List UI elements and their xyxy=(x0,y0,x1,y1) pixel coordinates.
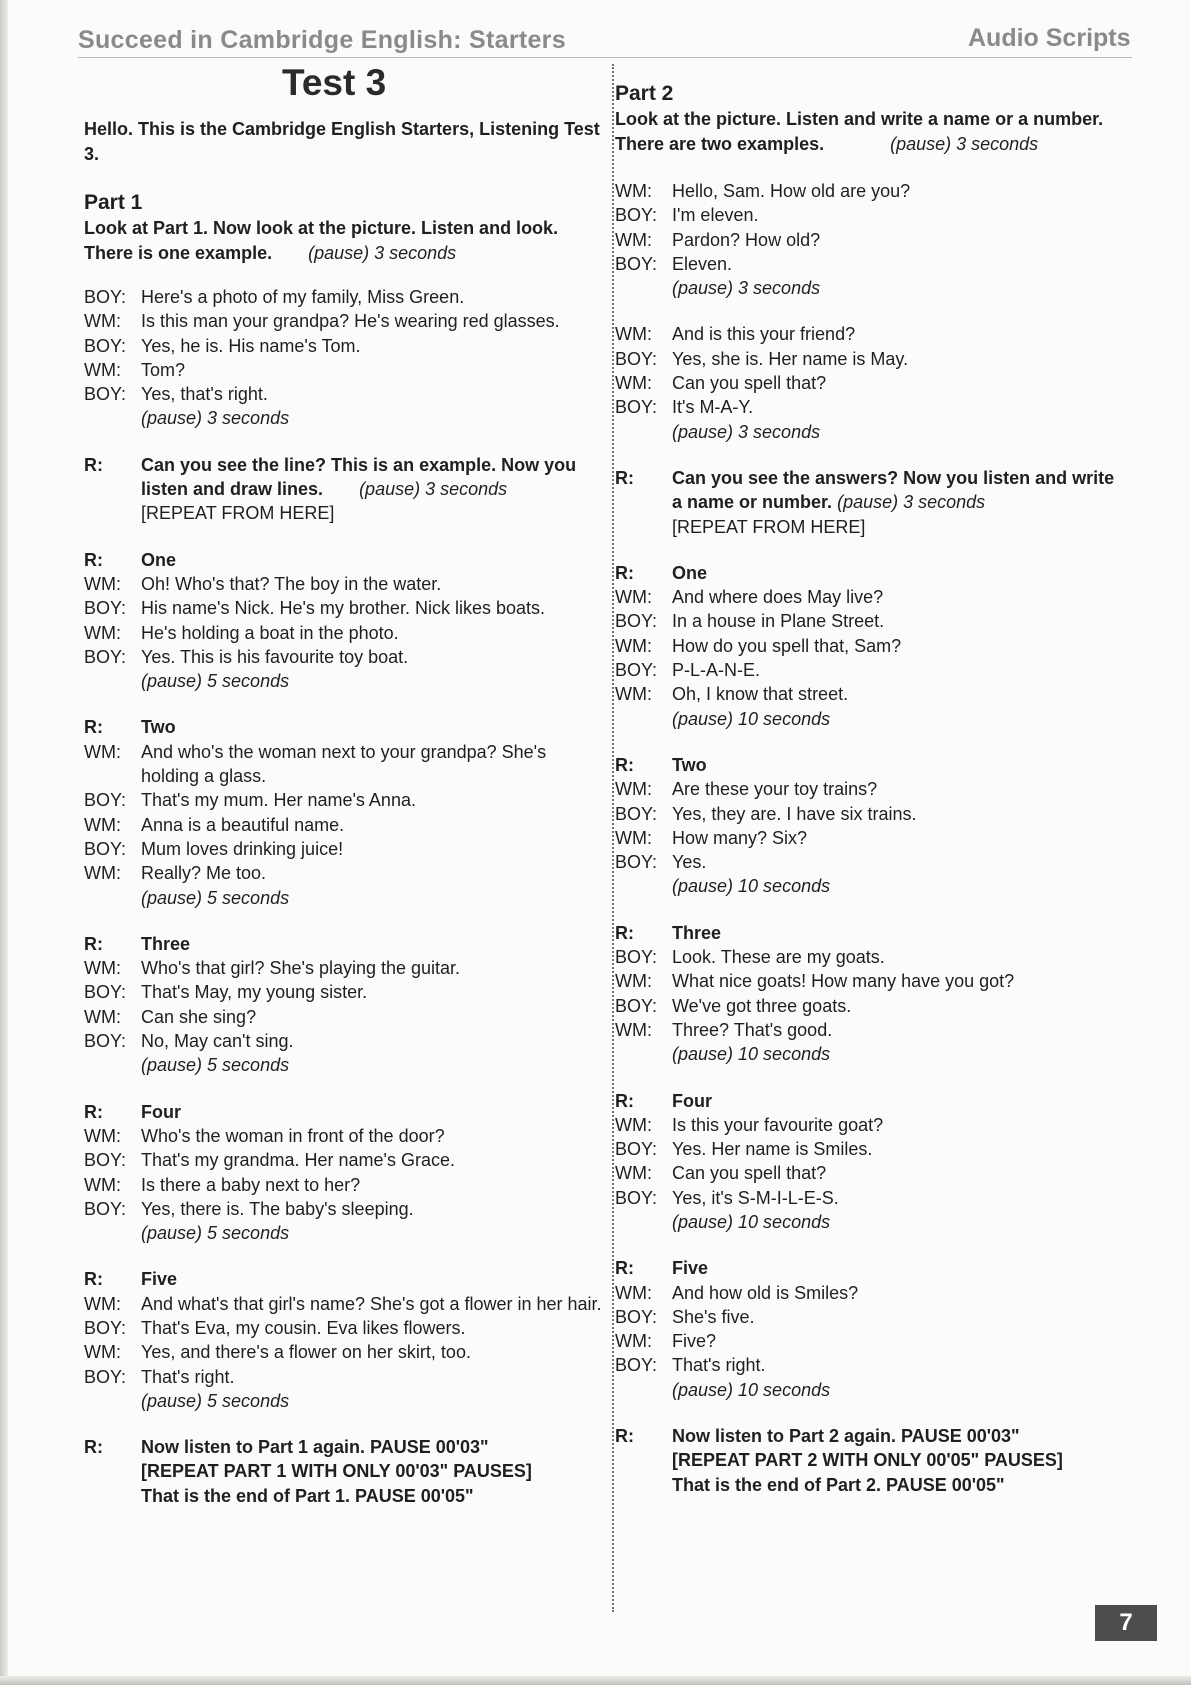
speaker: BOY: xyxy=(84,1198,127,1219)
pause-text: (pause) 10 seconds xyxy=(672,876,831,897)
speaker: R: xyxy=(84,1269,103,1290)
dialogue-line xyxy=(615,1018,1125,1042)
speaker: BOY: xyxy=(615,1139,658,1160)
pause-line xyxy=(84,669,604,693)
end-line: Now listen to Part 2 again. PAUSE 00'03" xyxy=(672,1426,1020,1447)
pause-line xyxy=(615,1042,1125,1066)
line-text: Anna is a beautiful name. xyxy=(141,814,345,835)
speaker: BOY: xyxy=(615,1306,658,1327)
line-text: And who's the woman next to your grandpa? She's holding a glass. xyxy=(141,741,547,787)
line-text: Yes, she is. Her name is May. xyxy=(672,348,909,369)
line-text: How many? Six? xyxy=(672,827,808,848)
part2-item-four xyxy=(615,1089,1125,1235)
pause-text: (pause) 3 seconds xyxy=(837,492,986,513)
speaker: R: xyxy=(615,467,634,488)
part2-item-five xyxy=(615,1256,1125,1402)
dialogue-line xyxy=(615,969,1125,993)
line-text: Is this your favourite goat? xyxy=(672,1114,884,1135)
speaker: R: xyxy=(84,454,103,475)
speaker: WM: xyxy=(615,1019,652,1040)
line-text: In a house in Plane Street. xyxy=(672,611,885,632)
part2-end-instructions xyxy=(615,1424,1125,1497)
line-text: P-L-A-N-E. xyxy=(672,660,761,681)
line-text: That's my grandma. Her name's Grace. xyxy=(141,1150,455,1171)
speaker: BOY: xyxy=(615,348,658,369)
page-edge-shadow xyxy=(0,0,8,1685)
dialogue-line xyxy=(84,861,604,885)
speaker: R: xyxy=(84,1101,103,1122)
item-heading xyxy=(615,921,1125,945)
item-label: Four xyxy=(141,1101,181,1122)
header-rule xyxy=(78,57,1132,58)
part1-column xyxy=(84,117,604,1508)
dialogue-line xyxy=(84,1173,604,1197)
dialogue-line xyxy=(615,826,1125,850)
dialogue-line xyxy=(615,395,1125,419)
line-text: And how old is Smiles? xyxy=(672,1282,859,1303)
speaker: BOY: xyxy=(84,790,127,811)
dialogue-line xyxy=(615,1113,1125,1137)
line-text: His name's Nick. He's my brother. Nick likes boats. xyxy=(141,598,545,619)
speaker: R: xyxy=(615,1090,634,1111)
speaker: BOY: xyxy=(615,397,658,418)
part2-item-three xyxy=(615,921,1125,1067)
part2-column xyxy=(615,81,1125,1497)
dialogue-line xyxy=(84,956,604,980)
line-text: Here's a photo of my family, Miss Green. xyxy=(141,287,465,307)
line-text: Pardon? How old? xyxy=(672,229,821,250)
speaker: R: xyxy=(615,754,634,775)
pause-line xyxy=(84,1389,604,1413)
dialogue-line xyxy=(615,1305,1125,1329)
column-divider xyxy=(612,64,614,1612)
part2-r-instruction xyxy=(615,466,1125,539)
line-text: Can you spell that? xyxy=(672,373,827,394)
line-text: We've got three goats. xyxy=(672,995,852,1016)
part2-example-one xyxy=(615,179,1125,300)
line-text: Look. These are my goats. xyxy=(672,947,885,968)
speaker: WM: xyxy=(84,958,121,979)
item-heading xyxy=(84,1100,604,1124)
pause-line xyxy=(84,406,604,430)
speaker: BOY: xyxy=(84,384,127,405)
part2-instruction-line1: Look at the picture. Listen and write a name or a number. xyxy=(615,109,1104,129)
line-text: Who's the woman in front of the door? xyxy=(141,1125,445,1146)
line-text: Yes, they are. I have six trains. xyxy=(672,803,917,824)
speaker: BOY: xyxy=(615,205,658,226)
dialogue-line xyxy=(615,777,1125,801)
line-text: Can you spell that? xyxy=(672,1163,827,1184)
speaker: BOY: xyxy=(615,1355,658,1376)
pause-line xyxy=(84,1053,604,1077)
dialogue-line xyxy=(615,1329,1125,1353)
dialogue-line xyxy=(84,837,604,861)
pause-text: (pause) 3 seconds xyxy=(672,278,821,299)
line-text: Yes, and there's a flower on her skirt, too. xyxy=(141,1342,471,1363)
speaker: WM: xyxy=(84,359,121,380)
speaker: R: xyxy=(84,933,103,954)
book-title: Succeed in Cambridge English: Starters xyxy=(78,26,566,54)
speaker: BOY: xyxy=(84,646,127,667)
line-text: Can she sing? xyxy=(141,1006,257,1027)
part1-item-three xyxy=(84,932,604,1078)
dialogue-line xyxy=(84,285,604,309)
dialogue-line xyxy=(84,1124,604,1148)
speaker: BOY: xyxy=(84,1366,127,1387)
dialogue-line xyxy=(84,1148,604,1172)
line-text: Hello, Sam. How old are you? xyxy=(672,181,911,201)
pause-text: (pause) 5 seconds xyxy=(141,671,290,692)
dialogue-line xyxy=(615,682,1125,706)
line-text: What nice goats! How many have you got? xyxy=(672,971,1015,992)
line-text: Is there a baby next to her? xyxy=(141,1174,361,1195)
item-heading xyxy=(84,715,604,739)
dialogue-line xyxy=(615,179,1125,203)
speaker: BOY: xyxy=(615,253,658,274)
speaker: WM: xyxy=(615,971,652,992)
repeat-text: [REPEAT FROM HERE] xyxy=(141,503,335,524)
speaker: BOY: xyxy=(615,660,658,681)
item-heading xyxy=(615,1256,1125,1280)
speaker: WM: xyxy=(84,1125,121,1146)
line-text: Tom? xyxy=(141,359,186,380)
dialogue-line xyxy=(84,1292,604,1316)
item-heading xyxy=(615,1089,1125,1113)
speaker: WM: xyxy=(84,863,121,884)
speaker: R: xyxy=(615,1426,634,1447)
dialogue-line xyxy=(615,850,1125,874)
item-heading xyxy=(84,1267,604,1291)
r-text: Can you see the line? This is an example. Now you listen and draw lines. xyxy=(141,454,577,500)
line-text: Really? Me too. xyxy=(141,863,267,884)
pause-text: (pause) 3 seconds xyxy=(141,408,290,429)
speaker: BOY: xyxy=(84,598,127,619)
item-label: One xyxy=(141,549,177,570)
end-line: That is the end of Part 2. PAUSE 00'05" xyxy=(672,1474,1005,1495)
speaker: R: xyxy=(615,562,634,583)
speaker: BOY: xyxy=(84,838,127,859)
speaker: BOY: xyxy=(84,1150,127,1171)
line-text: How do you spell that, Sam? xyxy=(672,635,902,656)
dialogue-line xyxy=(615,1186,1125,1210)
part2-instruction-text: There are two examples. xyxy=(615,134,825,154)
line-text: He's holding a boat in the photo. xyxy=(141,622,399,643)
part2-item-one xyxy=(615,561,1125,731)
line-text: And is this your friend? xyxy=(672,324,856,345)
line-text: Yes, there is. The baby's sleeping. xyxy=(141,1198,414,1219)
dialogue-line xyxy=(615,1353,1125,1377)
pause-text: (pause) 5 seconds xyxy=(141,1223,290,1244)
dialogue-line xyxy=(84,358,604,382)
line-text: It's M-A-Y. xyxy=(672,397,754,418)
pause-line xyxy=(615,420,1125,444)
dialogue-line xyxy=(615,228,1125,252)
pause-text: (pause) 5 seconds xyxy=(141,1390,290,1411)
speaker: WM: xyxy=(615,181,652,201)
line-text: Are these your toy trains? xyxy=(672,779,878,800)
part2-title: Part 2 xyxy=(615,82,674,105)
line-text: That's May, my young sister. xyxy=(141,982,368,1003)
dialogue-line xyxy=(615,1281,1125,1305)
line-text: Yes. xyxy=(672,852,707,873)
pause-line xyxy=(615,1210,1125,1234)
speaker: WM: xyxy=(615,1163,652,1184)
page-number: 7 xyxy=(1095,1605,1157,1641)
part1-item-one xyxy=(84,548,604,694)
dialogue-line xyxy=(615,609,1125,633)
line-text: She's five. xyxy=(672,1306,755,1327)
speaker: WM: xyxy=(84,1006,121,1027)
speaker: WM: xyxy=(615,635,652,656)
dialogue-line xyxy=(84,788,604,812)
speaker: WM: xyxy=(615,1331,652,1352)
part1-title: Part 1 xyxy=(84,191,143,214)
speaker: BOY: xyxy=(84,982,127,1003)
line-text: No, May can't sing. xyxy=(141,1031,294,1052)
line-text: Yes, that's right. xyxy=(141,384,268,405)
pause-text: (pause) 3 seconds xyxy=(359,479,508,500)
speaker: WM: xyxy=(84,1174,121,1195)
pause-text: (pause) 5 seconds xyxy=(141,1055,290,1076)
item-heading xyxy=(84,548,604,572)
item-heading xyxy=(84,932,604,956)
speaker: WM: xyxy=(615,684,652,705)
item-heading xyxy=(615,753,1125,777)
dialogue-line xyxy=(615,994,1125,1018)
part1-item-five xyxy=(84,1267,604,1413)
line-text: Yes. Her name is Smiles. xyxy=(672,1139,873,1160)
speaker: R: xyxy=(615,1258,634,1279)
dialogue-line xyxy=(84,980,604,1004)
dialogue-line xyxy=(615,1137,1125,1161)
dialogue-line xyxy=(84,1340,604,1364)
item-label: One xyxy=(672,562,708,583)
speaker: WM: xyxy=(84,311,121,332)
dialogue-line xyxy=(84,1365,604,1389)
page-bottom-shadow xyxy=(0,1676,1191,1685)
intro-text: Hello. This is the Cambridge English Starters, Listening Test 3. xyxy=(84,119,600,164)
speaker: BOY: xyxy=(615,803,658,824)
line-text: Eleven. xyxy=(672,253,733,274)
dialogue-line xyxy=(615,634,1125,658)
pause-line xyxy=(615,874,1125,898)
line-text: That's right. xyxy=(141,1366,235,1387)
pause-text: (pause) 5 seconds xyxy=(141,887,290,908)
speaker: WM: xyxy=(84,1293,121,1314)
speaker: BOY: xyxy=(84,1031,127,1052)
speaker: WM: xyxy=(615,229,652,250)
pause-text: (pause) 10 seconds xyxy=(672,1379,831,1400)
speaker: BOY: xyxy=(615,852,658,873)
part1-instruction-pause: (pause) 3 seconds xyxy=(308,243,457,263)
speaker: BOY: xyxy=(84,1317,127,1338)
pause-line xyxy=(84,886,604,910)
line-text: And where does May live? xyxy=(672,587,884,608)
dialogue-line xyxy=(84,740,604,789)
part1-instruction-text: Look at Part 1. Now look at the picture. Listen and look. There is one example. xyxy=(84,218,559,263)
dialogue-line xyxy=(84,1005,604,1029)
dialogue-line xyxy=(84,596,604,620)
pause-text: (pause) 10 seconds xyxy=(672,1211,831,1232)
line-text: And what's that girl's name? She's got a flower in her hair. xyxy=(141,1293,602,1314)
line-text: Who's that girl? She's playing the guitar. xyxy=(141,958,461,979)
dialogue-line xyxy=(84,621,604,645)
repeat-text: [REPEAT FROM HERE] xyxy=(672,516,866,537)
speaker: BOY: xyxy=(84,335,127,356)
dialogue-line xyxy=(615,371,1125,395)
dialogue-line xyxy=(615,945,1125,969)
end-line: That is the end of Part 1. PAUSE 00'05" xyxy=(141,1485,474,1506)
end-line: [REPEAT PART 2 WITH ONLY 00'05" PAUSES] xyxy=(672,1450,1063,1471)
part1-instruction xyxy=(84,216,604,266)
speaker: WM: xyxy=(615,587,652,608)
item-label: Two xyxy=(672,754,707,775)
part2-example-two xyxy=(615,322,1125,443)
speaker: BOY: xyxy=(615,611,658,632)
end-line: [REPEAT PART 1 WITH ONLY 00'03" PAUSES] xyxy=(141,1461,532,1482)
line-text: Is this man your grandpa? He's wearing red glasses. xyxy=(141,311,560,332)
r-text: Can you see the answers? Now you listen and write a name or number. xyxy=(672,467,1115,513)
dialogue-line xyxy=(84,1316,604,1340)
item-label: Three xyxy=(672,922,722,943)
end-line: Now listen to Part 1 again. PAUSE 00'03" xyxy=(141,1437,489,1458)
part2-instruction-pause: (pause) 3 seconds xyxy=(890,134,1039,154)
line-text: Five? xyxy=(672,1331,717,1352)
part1-item-four xyxy=(84,1100,604,1246)
part1-item-two xyxy=(84,715,604,909)
pause-line xyxy=(615,707,1125,731)
line-text: That's my mum. Her name's Anna. xyxy=(141,790,416,811)
part2-item-two xyxy=(615,753,1125,899)
line-text: Yes. This is his favourite toy boat. xyxy=(141,646,409,667)
speaker: R: xyxy=(84,549,103,570)
pause-text: (pause) 10 seconds xyxy=(672,1044,831,1065)
part1-end-instructions xyxy=(84,1435,604,1508)
line-text: Oh, I know that street. xyxy=(672,684,849,705)
part1-r-instruction xyxy=(84,453,604,526)
dialogue-line xyxy=(84,1197,604,1221)
line-text: Mum loves drinking juice! xyxy=(141,838,344,859)
line-text: Oh! Who's that? The boy in the water. xyxy=(141,573,442,594)
dialogue-line xyxy=(615,802,1125,826)
speaker: BOY: xyxy=(615,1187,658,1208)
dialogue-line xyxy=(615,347,1125,371)
dialogue-line xyxy=(84,309,604,333)
dialogue-line xyxy=(84,334,604,358)
item-label: Three xyxy=(141,933,191,954)
pause-line xyxy=(615,276,1125,300)
speaker: WM: xyxy=(84,573,121,594)
item-label: Two xyxy=(141,717,176,738)
line-text: I'm eleven. xyxy=(672,205,759,226)
speaker: BOY: xyxy=(84,287,127,307)
speaker: WM: xyxy=(615,1114,652,1135)
dialogue-line xyxy=(615,585,1125,609)
line-text: Three? That's good. xyxy=(672,1019,833,1040)
dialogue-line xyxy=(615,252,1125,276)
speaker: WM: xyxy=(615,324,652,345)
line-text: Yes, he is. His name's Tom. xyxy=(141,335,361,356)
speaker: WM: xyxy=(84,814,121,835)
speaker: R: xyxy=(615,922,634,943)
item-label: Four xyxy=(672,1090,712,1111)
speaker: WM: xyxy=(84,622,121,643)
speaker: BOY: xyxy=(615,995,658,1016)
dialogue-line xyxy=(84,813,604,837)
pause-line xyxy=(84,1221,604,1245)
test-title: Test 3 xyxy=(282,62,387,103)
line-text: Yes, it's S-M-I-L-E-S. xyxy=(672,1187,839,1208)
speaker: WM: xyxy=(84,741,121,762)
item-label: Five xyxy=(141,1269,178,1290)
pause-text: (pause) 10 seconds xyxy=(672,708,831,729)
dialogue-line xyxy=(84,645,604,669)
dialogue-line xyxy=(615,658,1125,682)
dialogue-line xyxy=(84,382,604,406)
speaker: WM: xyxy=(615,779,652,800)
dialogue-line xyxy=(84,572,604,596)
dialogue-line xyxy=(84,1029,604,1053)
part1-example xyxy=(84,285,604,431)
speaker: R: xyxy=(84,1437,103,1458)
speaker: WM: xyxy=(615,373,652,394)
pause-text: (pause) 3 seconds xyxy=(672,421,821,442)
item-label: Five xyxy=(672,1258,709,1279)
dialogue-line xyxy=(615,322,1125,346)
section-title: Audio Scripts xyxy=(968,24,1131,52)
dialogue-line xyxy=(615,1161,1125,1185)
line-text: That's Eva, my cousin. Eva likes flowers. xyxy=(141,1317,466,1338)
line-text: That's right. xyxy=(672,1355,766,1376)
pause-line xyxy=(615,1378,1125,1402)
item-heading xyxy=(615,561,1125,585)
speaker: WM: xyxy=(84,1342,121,1363)
speaker: WM: xyxy=(615,827,652,848)
speaker: BOY: xyxy=(615,947,658,968)
part2-instruction-line2 xyxy=(615,132,1125,157)
speaker: WM: xyxy=(615,1282,652,1303)
dialogue-line xyxy=(615,203,1125,227)
speaker: R: xyxy=(84,717,103,738)
